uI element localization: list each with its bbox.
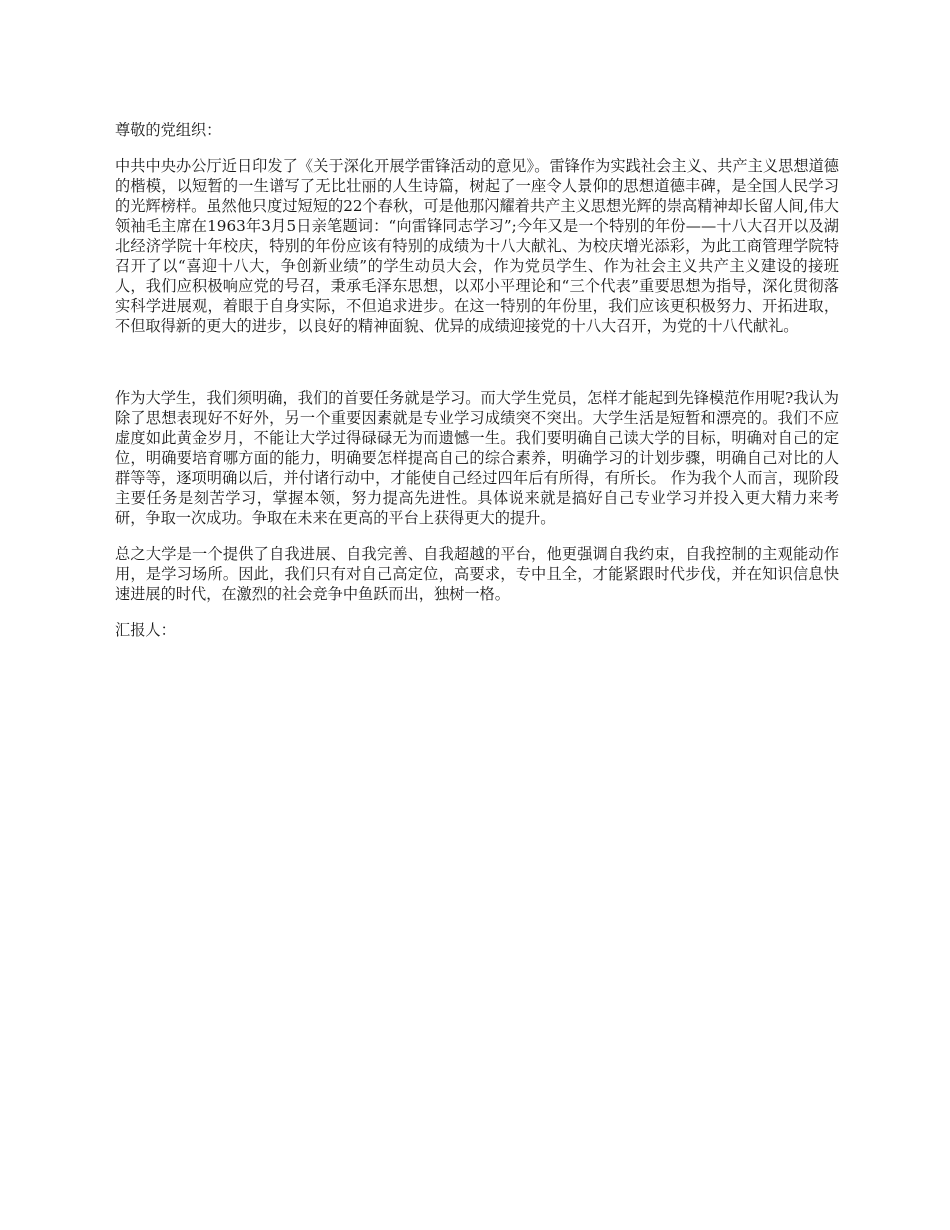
salutation: 尊敬的党组织：: [115, 121, 222, 139]
paragraph-1: 中共中央办公厅近日印发了《关于深化开展学雷锋活动的意见》。雷锋作为实践社会主义、共产主义思想道德的楷模，以短暂的一生谱写了无比壮丽的人生诗篇，树起了一座令人景仰的思想道德丰碑，是全国人民学习的光辉榜样。虽然他只度过短短的22个春秋，可是他那闪耀着共产主义思想光辉的崇高精神却长留人间,伟大领袖毛主席在1963年3月5日亲笔题词：“向雷锋同志学习”;今年又是一个特别的年份——十八大召开以及湖北经济学院十年校庆，特别的年份应该有特别的成绩为十八大献礼、为校庆增光添彩，为此工商管理学院特召开了以“喜迎十八大，争创新业绩”的学生动员大会，作为党员学生、作为社会主义共产主义建设的接班人，我们应积极响应党的号召，秉承毛泽东思想，以邓小平理论和“三个代表”重要思想为指导，深化贯彻落实科学进展观，着眼于自身实际，不但追求进步。在这一特别的年份里，我们应该更积极努力、开拓进取，不但取得新的更大的进步，以良好的精神面貌、优异的成绩迎接党的十八大召开，为党的十八代献礼。: [115, 157, 839, 335]
paragraph-2: 作为大学生，我们须明确，我们的首要任务就是学习。而大学生党员，怎样才能起到先锋模范作用呢?我认为除了思想表现好不好外，另一个重要因素就是专业学习成绩突不突出。大学生活是短暂和漂亮的。我们不应虚度如此黄金岁月，不能让大学过得碌碌无为而遗憾一生。我们要明确自己读大学的目标，明确对自己的定位，明确要培育哪方面的能力，明确要怎样提高自己的综合素养，明确学习的计划步骤，明确自己对比的人群等等，逐项明确以后，并付诸行动中，才能使自己经过四年后有所得，有所长。 作为我个人而言，现阶段主要任务是刻苦学习，掌握本领，努力提高先进性。具体说来就是搞好自己专业学习并投入更大精力来考研，争取一次成功。争取在未来在更高的平台上获得更大的提升。: [115, 389, 839, 527]
paragraph-3: 总之大学是一个提供了自我进展、自我完善、自我超越的平台，他更强调自我约束，自我控制的主观能动作用，是学习场所。因此，我们只有对自己高定位，高要求，专中且全，才能紧跟时代步伐，并在知识信息快速进展的时代，在激烈的社会竞争中鱼跃而出，独树一格。: [115, 545, 839, 603]
document-page: [115, 120, 839, 640]
signature-label: 汇报人：: [115, 621, 176, 639]
